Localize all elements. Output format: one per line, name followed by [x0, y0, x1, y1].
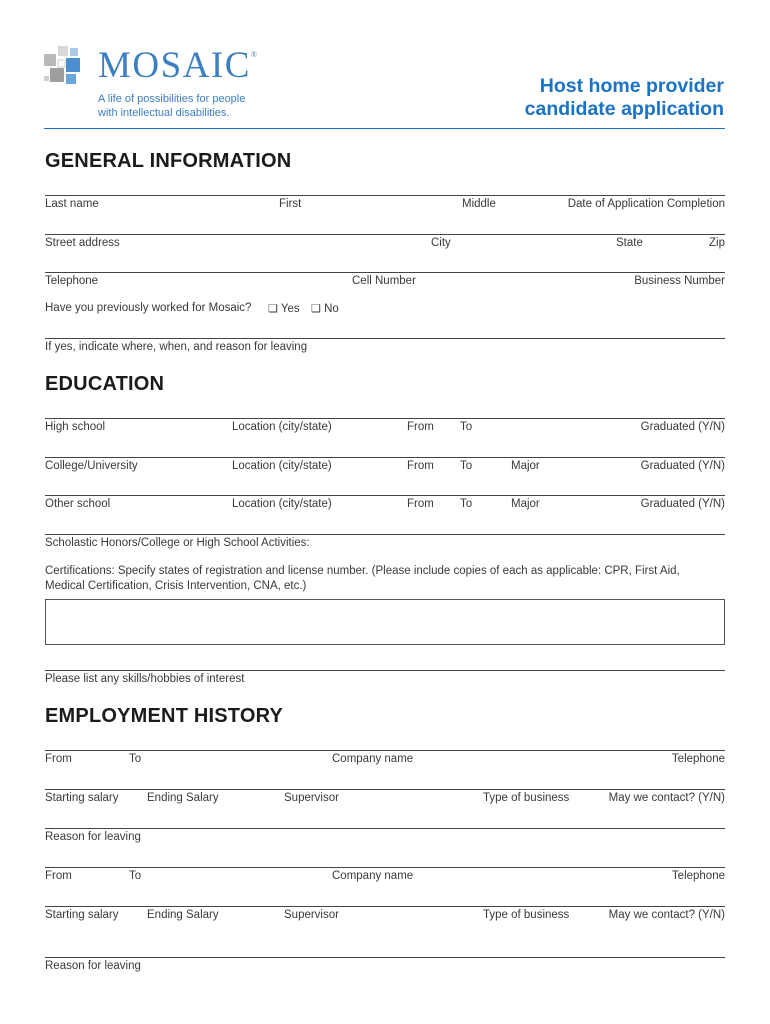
- salary-2-line[interactable]: [45, 906, 725, 907]
- may-we-contact-label: May we contact? (Y/N): [608, 909, 725, 921]
- reason-for-leaving-label: Reason for leaving: [45, 831, 141, 843]
- from-label: From: [407, 498, 434, 510]
- logo-wordmark: MOSAIC®: [98, 45, 257, 86]
- employer-2-line[interactable]: [45, 867, 725, 868]
- logo-tagline: A life of possibilities for people with intellectual disabilities.: [98, 93, 246, 119]
- certifications-label: Certifications: Specify states of registration and license number. (Please include copies of each as applicable: CPR, First Aid, Medical Certification, Crisis Intervention, CNA, etc.): [45, 565, 680, 592]
- to-label: To: [460, 421, 473, 433]
- document-title: Host home provider candidate application: [524, 75, 724, 120]
- employer-1-line[interactable]: [45, 750, 725, 751]
- phone-line[interactable]: [45, 272, 725, 273]
- to-label: To: [129, 753, 142, 765]
- mosaic-logo: [44, 44, 294, 124]
- supervisor-label: Supervisor: [284, 792, 339, 804]
- graduated-label: Graduated (Y/N): [640, 421, 725, 433]
- location-label: Location (city/state): [232, 498, 332, 510]
- from-label: From: [407, 460, 434, 472]
- general-information-heading: GENERAL INFORMATION: [45, 150, 292, 172]
- major-label: Major: [511, 460, 540, 472]
- from-label: From: [407, 421, 434, 433]
- no-label: No: [324, 303, 339, 315]
- state-label: State: [616, 237, 643, 249]
- previously-worked-question: Have you previously worked for Mosaic?: [45, 302, 252, 314]
- certifications-input-box[interactable]: [45, 599, 725, 645]
- reason-for-leaving-label: Reason for leaving: [45, 960, 141, 972]
- mosaic-logo-mark-icon: [44, 46, 84, 88]
- application-date-label: Date of Application Completion: [567, 198, 725, 210]
- college-line[interactable]: [45, 457, 725, 458]
- from-label: From: [45, 753, 72, 765]
- yes-option[interactable]: [268, 302, 300, 315]
- no-option[interactable]: [311, 302, 339, 315]
- to-label: To: [460, 460, 473, 472]
- cell-number-label: Cell Number: [352, 275, 416, 287]
- skills-line[interactable]: [45, 670, 725, 671]
- telephone-label: Telephone: [671, 753, 725, 765]
- from-label: From: [45, 870, 72, 882]
- type-of-business-label: Type of business: [483, 909, 570, 921]
- reason-2-line[interactable]: [45, 957, 725, 958]
- telephone-label: Telephone: [671, 870, 725, 882]
- skills-label: Please list any skills/hobbies of interest: [45, 673, 245, 685]
- last-name-label: Last name: [45, 198, 99, 210]
- reason-1-line[interactable]: [45, 828, 725, 829]
- starting-salary-label: Starting salary: [45, 909, 119, 921]
- major-label: Major: [511, 498, 540, 510]
- high-school-label: High school: [45, 421, 106, 433]
- may-we-contact-label: May we contact? (Y/N): [608, 792, 725, 804]
- employment-history-heading: EMPLOYMENT HISTORY: [45, 705, 284, 727]
- other-school-label: Other school: [45, 498, 111, 510]
- supervisor-label: Supervisor: [284, 909, 339, 921]
- city-label: City: [431, 237, 451, 249]
- ending-salary-label: Ending Salary: [147, 909, 219, 921]
- starting-salary-label: Starting salary: [45, 792, 119, 804]
- telephone-label: Telephone: [45, 275, 99, 287]
- yes-checkbox[interactable]: ❏: [268, 303, 278, 315]
- high-school-line[interactable]: [45, 418, 725, 419]
- honors-label: Scholastic Honors/College or High School Activities:: [45, 537, 310, 549]
- to-label: To: [129, 870, 142, 882]
- salary-1-line[interactable]: [45, 789, 725, 790]
- no-checkbox[interactable]: ❏: [311, 303, 321, 315]
- location-label: Location (city/state): [232, 421, 332, 433]
- title-divider: [44, 128, 725, 129]
- college-label: College/University: [45, 460, 138, 472]
- street-address-label: Street address: [45, 237, 120, 249]
- ending-salary-label: Ending Salary: [147, 792, 219, 804]
- yes-label: Yes: [280, 303, 300, 315]
- if-yes-label: If yes, indicate where, when, and reason for leaving: [45, 341, 308, 353]
- company-name-label: Company name: [332, 753, 414, 765]
- zip-label: Zip: [709, 237, 725, 249]
- to-label: To: [460, 498, 473, 510]
- education-heading: EDUCATION: [45, 373, 165, 395]
- middle-name-label: Middle: [462, 198, 496, 210]
- address-line[interactable]: [45, 234, 725, 235]
- location-label: Location (city/state): [232, 460, 332, 472]
- business-number-label: Business Number: [634, 275, 725, 287]
- name-line[interactable]: [45, 195, 725, 196]
- company-name-label: Company name: [332, 870, 414, 882]
- type-of-business-label: Type of business: [483, 792, 570, 804]
- other-school-line[interactable]: [45, 495, 725, 496]
- honors-line[interactable]: [45, 534, 725, 535]
- graduated-label: Graduated (Y/N): [640, 460, 725, 472]
- reason-line[interactable]: [45, 338, 725, 339]
- first-name-label: First: [279, 198, 302, 210]
- graduated-label: Graduated (Y/N): [640, 498, 725, 510]
